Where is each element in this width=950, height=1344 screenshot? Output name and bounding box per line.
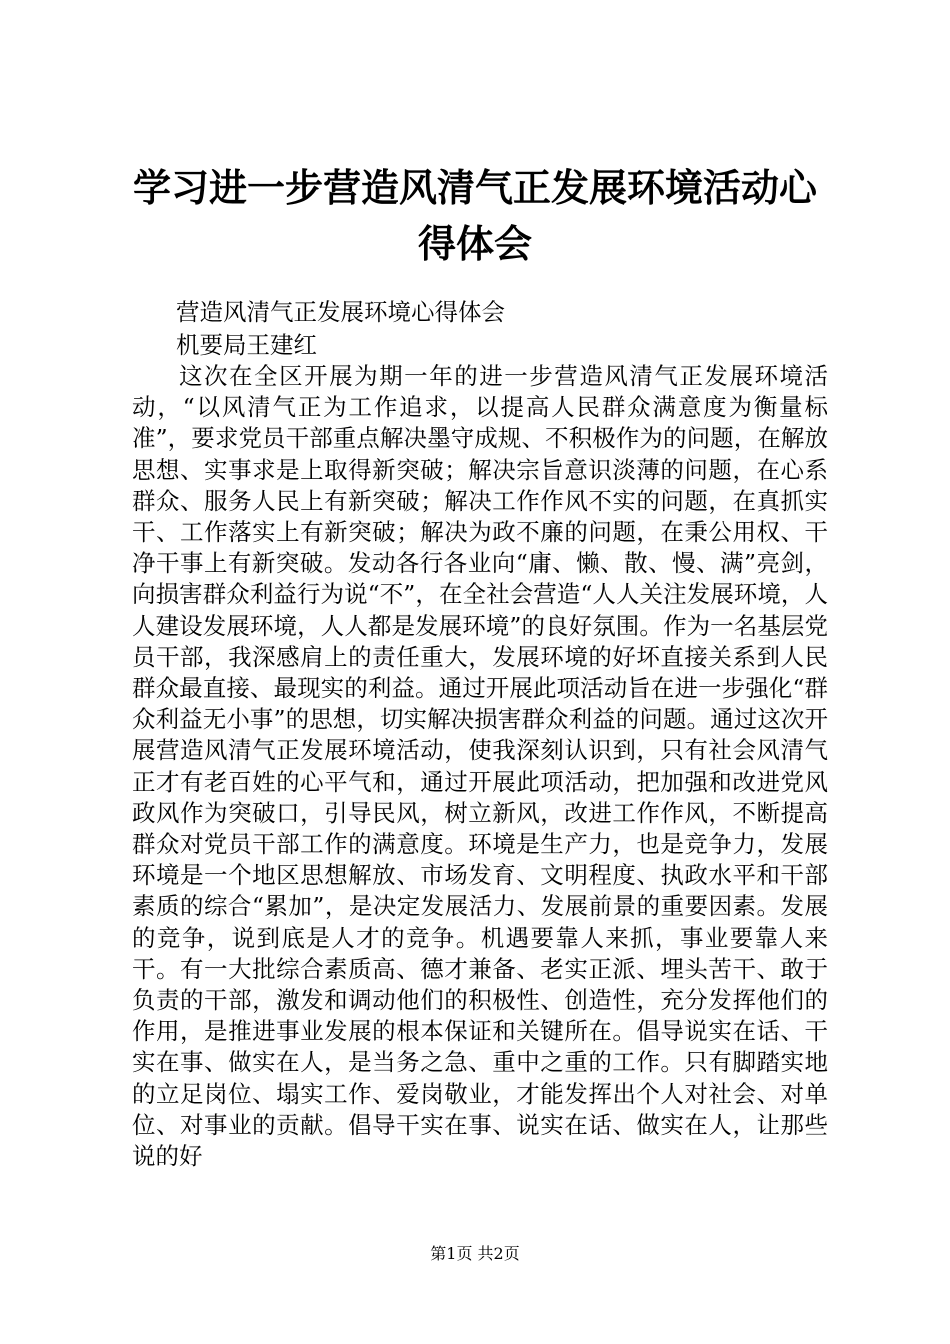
page-number: 第1页 共2页: [430, 1244, 520, 1263]
document-title: 学习进一步营造风清气正发展环境活动心得体会: [132, 166, 817, 266]
document-subtitle: 营造风清气正发展环境心得体会: [176, 298, 505, 326]
body-paragraph: 这次在全区开展为期一年的进一步营造风清气正发展环境活动，“以风清气正为工作追求，以提高人民群众满意度为衡量标准”，要求党员干部重点解决墨守成规、不积极作为的问题，在解放思想、实事求是上取得新突破；解决宗旨意识淡薄的问题，在心系群众、服务人民上有新突破；解决工作作风不实的问题，在真抓实干、工作落实上有新突破；解决为政不廉的问题，在秉公用权、干净干事上有新突破。发动各行各业向“庸、懒、散、慢、满”亮剑，向损害群众利益行为说“不”，在全社会营造“人人关注发展环境，人人建设发展环境，人人都是发展环境”的良好氛围。作为一名基层党员干部，我深感肩上的责任重大，发展环境的好坏直接关系到人民群众最直接、最现实的利益。通过开展此项活动旨在进一步强化“群众利益无小事”的思想，切实解决损害群众利益的问题。通过这次开展营造风清气正发展环境活动，使我深刻认识到，只有社会风清气正才有老百姓的心平气和，通过开展此项活动，把加强和改进党风政风作为突破口，引导民风，树立新风，改进工作作风，不断提高群众对党员干部工作的满意度。环境是生产力，也是竞争力，发展环境是一个地区思想解放、市场发育、文明程度、执政水平和干部素质的综合“累加”，是决定发展活力、发展前景的重要因素。发展的竞争，说到底是人才的竞争。机遇要靠人来抓，事业要靠人来干。有一大批综合素质高、德才兼备、老实正派、埋头苦干、敢于负责的干部，激发和调动他们的积极性、创造性，充分发挥他们的作用，是推进事业发展的根本保证和关键所在。倡导说实在话、干实在事、做实在人，是当务之急、重中之重的工作。只有脚踏实地的立足岗位、塌实工作、爱岗敬业，才能发挥出个人对社会、对单位、对事业的贡献。倡导干实在事、说实在话、做实在人，让那些说的好: [132, 362, 828, 1171]
document-author: 机要局王建红: [176, 331, 317, 359]
